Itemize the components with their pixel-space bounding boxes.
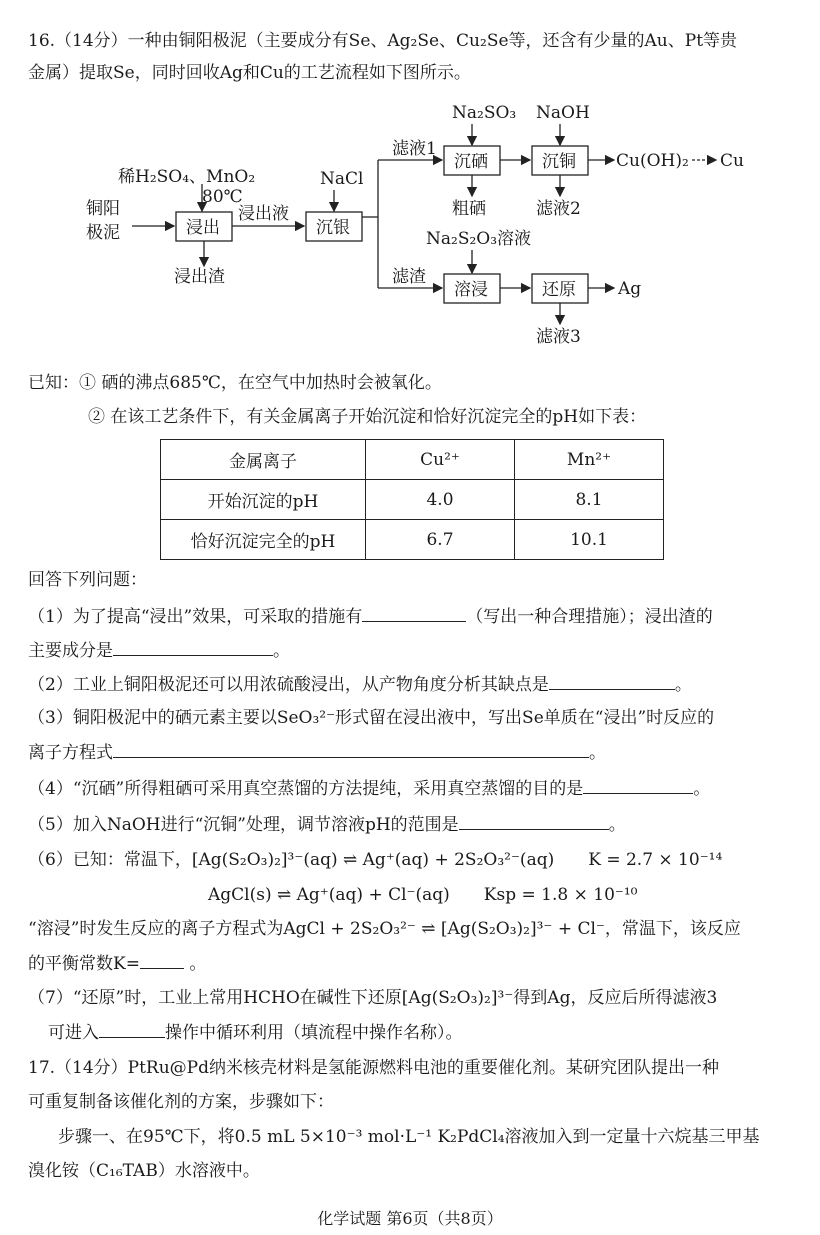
filtrate3-label: 滤液3 [536, 327, 581, 347]
q7-text-pre: 可进入 [48, 1023, 99, 1043]
q16-line2: 金属）提取Se，同时回收Ag和Cu的工艺流程如下图所示。 [28, 63, 471, 83]
q5-text: （5）加入NaOH进行“沉铜”处理，调节溶液pH的范围是 [28, 815, 459, 835]
q2-text: （2）工业上铜阳极泥还可以用浓硫酸浸出，从产物角度分析其缺点是 [28, 675, 549, 695]
naoh-reagent: NaOH [536, 103, 590, 123]
answer-blank[interactable] [113, 741, 589, 758]
q7-text-post: 操作中循环利用（填流程中操作名称）。 [165, 1023, 463, 1043]
na2so3-reagent: Na₂SO₃ [452, 103, 517, 123]
table-cell: 10.1 [515, 520, 664, 560]
residue-label: 滤渣 [392, 267, 426, 287]
table-header-row [161, 440, 664, 480]
q3-text-b: 离子方程式 [28, 743, 113, 763]
q1-text-a: （1）为了提高“浸出”效果，可采取的措施有 [28, 607, 363, 627]
q6-line2: AgCl(s) ⇌ Ag⁺(aq) + Cl⁻(aq) Ksp = 1.8 × 10⁻¹⁰ [208, 885, 638, 905]
leach-residue: 浸出渣 [174, 267, 225, 287]
q5-line: （5）加入NaOH进行“沉铜”处理，调节溶液pH的范围是 。 [28, 815, 626, 835]
q17-line1: 17.（14分）PtRu@Pd纳米核壳材料是氢能源燃料电池的重要催化剂。某研究团队提出一种 [28, 1058, 720, 1078]
answer-blank[interactable] [140, 952, 184, 969]
leach-box-label: 浸出 [186, 218, 220, 238]
q17-step1-line2: 溴化铵（C₁₆TAB）水溶液中。 [28, 1161, 260, 1181]
leachate-label: 浸出液 [238, 204, 289, 224]
q17-line2: 可重复制备该催化剂的方案，步骤如下： [28, 1092, 334, 1112]
table-cell: 4.0 [366, 480, 515, 520]
table-header-cell: Cu²⁺ [366, 440, 515, 480]
known-prefix: 已知： [28, 373, 79, 393]
selenium-box-label: 沉硒 [454, 152, 488, 172]
table-row [161, 480, 664, 520]
filtrate2-label: 滤液2 [536, 199, 581, 219]
questions-intro: 回答下列问题： [28, 570, 147, 590]
page-footer: 化学试题 第6页（共8页） [317, 1209, 503, 1228]
q2-line: （2）工业上铜阳极泥还可以用浓硫酸浸出，从产物角度分析其缺点是 。 [28, 675, 692, 695]
known-item1: ① 硒的沸点685℃，在空气中加热时会被氧化。 [79, 373, 442, 393]
table-cell: 开始沉淀的pH [161, 480, 366, 520]
process-flow-diagram [80, 92, 760, 352]
table-header-cell: 金属离子 [161, 440, 366, 480]
crude-se-label: 粗硒 [452, 199, 486, 219]
dissolve-box-label: 溶浸 [454, 280, 488, 300]
q3-line2: 离子方程式 。 [28, 743, 606, 763]
q4-line: （4）“沉硒”所得粗硒可采用真空蒸馏的方法提纯，采用真空蒸馏的目的是 。 [28, 779, 711, 799]
q16-line1: 16.（14分）一种由铜阳极泥（主要成分有Se、Ag₂Se、Cu₂Se等，还含有少量的Au、Pt等贵 [28, 31, 738, 51]
answer-blank[interactable] [99, 1021, 165, 1038]
ag-product: Ag [618, 279, 642, 299]
q1-text-b: （写出一种合理措施）；浸出渣的 [466, 607, 713, 627]
q7-line2 [48, 1021, 463, 1044]
answer-blank[interactable] [113, 639, 273, 656]
table-cell: 8.1 [515, 480, 664, 520]
q4-text: （4）“沉硒”所得粗硒可采用真空蒸馏的方法提纯，采用真空蒸馏的目的是 [28, 779, 584, 799]
ph-table [160, 439, 664, 560]
leach-reagent: 稀H₂SO₄、MnO₂ [118, 167, 256, 187]
filtrate1-label: 滤液1 [392, 139, 437, 159]
q7-line1: （7）“还原”时，工业上常用HCHO在碱性下还原[Ag(S₂O₃)₂]³⁻得到Ag，反应后所得滤液3 [28, 988, 718, 1008]
answer-blank[interactable] [362, 605, 466, 622]
known-item2: ② 在该工艺条件下，有关金属离子开始沉淀和恰好沉淀完全的pH如下表： [88, 407, 647, 427]
q6-text-d: 的平衡常数K= [28, 954, 140, 974]
cu-product: Cu [720, 151, 744, 171]
q3-line1: （3）铜阳极泥中的硒元素主要以SeO₃²⁻形式留在浸出液中，写出Se单质在“浸出”时反应的 [28, 708, 715, 728]
table-row [161, 520, 664, 560]
thiosulfate-reagent: Na₂S₂O₃溶液 [426, 229, 532, 249]
q6-line4: 的平衡常数K= 。 [28, 954, 207, 974]
silver-box-label: 沉银 [316, 218, 350, 238]
leach-temperature: 80℃ [202, 187, 243, 207]
q6-line1: （6）已知：常温下，[Ag(S₂O₃)₂]³⁻(aq) ⇌ Ag⁺(aq) + 2S₂O₃²⁻(aq) K = 2.7 × 10⁻¹⁴ [28, 850, 723, 870]
table-header-cell: Mn²⁺ [515, 440, 664, 480]
q17-step1-line1: 步骤一、在95℃下，将0.5 mL 5×10⁻³ mol·L⁻¹ K₂PdCl₄溶液加入到一定量十六烷基三甲基 [58, 1127, 760, 1147]
copper-box-label: 沉铜 [542, 152, 576, 172]
cuoh2-product: Cu(OH)₂ [616, 151, 689, 171]
nacl-reagent: NaCl [320, 169, 364, 189]
q6-line3: “溶浸”时发生反应的离子方程式为AgCl + 2S₂O₃²⁻ ⇌ [Ag(S₂O₃)₂]³⁻ + Cl⁻，常温下，该反应 [28, 919, 741, 939]
answer-blank[interactable] [549, 673, 675, 690]
q1-text-c: 主要成分是 [28, 641, 113, 661]
table-cell: 6.7 [366, 520, 515, 560]
answer-blank[interactable] [583, 777, 693, 794]
raw-material-label-2: 极泥 [86, 223, 120, 243]
q1-line2: 主要成分是 。 [28, 641, 290, 661]
raw-material-label-1: 铜阳 [86, 199, 120, 219]
table-cell: 恰好沉淀完全的pH [161, 520, 366, 560]
known-label [28, 372, 442, 394]
answer-blank[interactable] [459, 813, 609, 830]
reduce-box-label: 还原 [542, 280, 576, 300]
q1-line1 [28, 605, 713, 628]
